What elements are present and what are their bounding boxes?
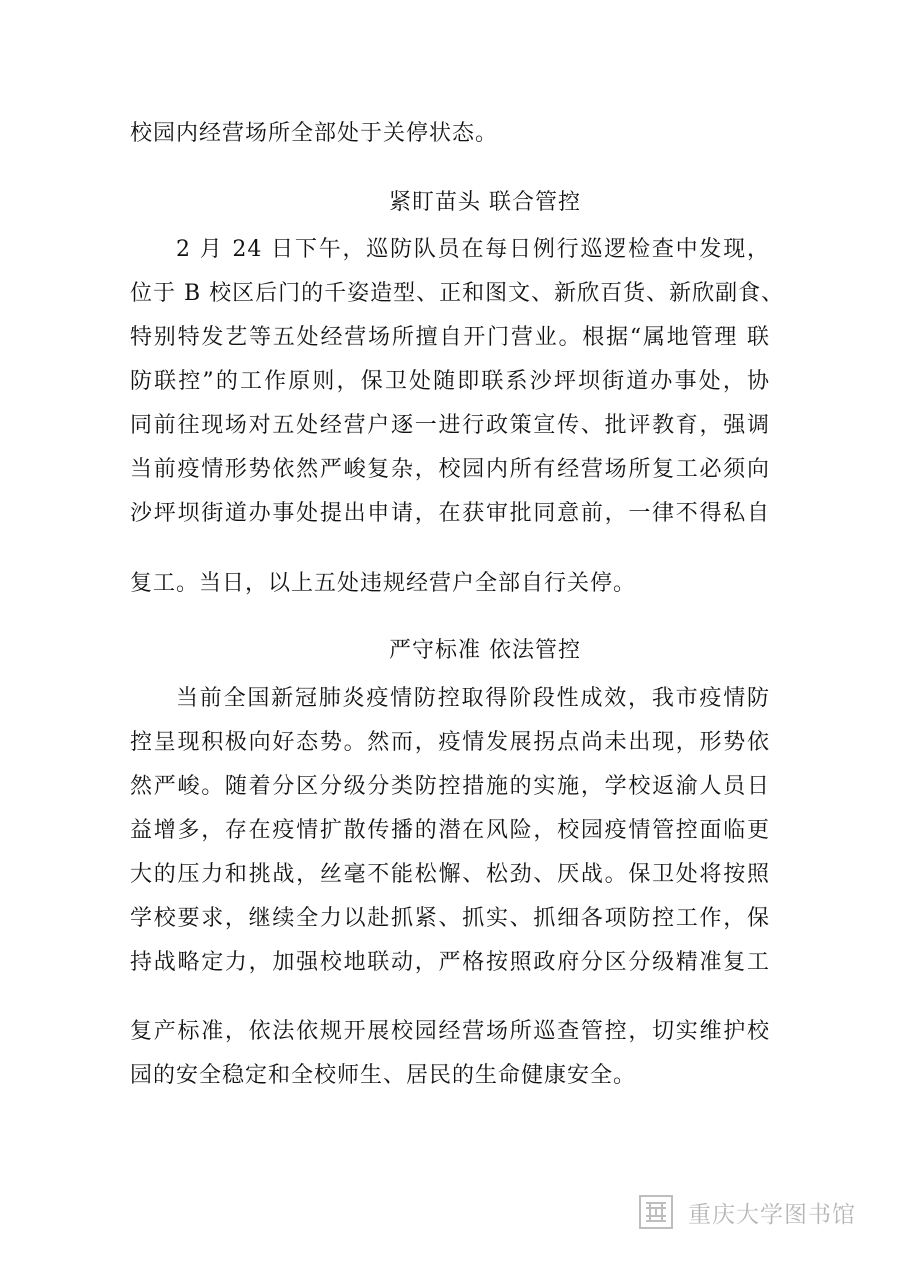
paragraph-line: 同前往现场对五处经营户逐一进行政策宣传、批评教育，强调 (130, 413, 770, 438)
paragraph-line: 位于 B 校区后门的千姿造型、正和图文、新欣百货、新欣副食、 (130, 281, 785, 306)
paragraph-line: 防联控”的工作原则，保卫处随即联系沙坪坝街道办事处，协 (130, 369, 770, 394)
paragraph-line: 复产标准，依法依规开展校园经营场所巡查管控，切实维护校 (130, 1019, 770, 1044)
library-seal-icon (638, 1194, 674, 1230)
paragraph-line: 当前疫情形势依然严峻复杂，校园内所有经营场所复工必须向 (130, 457, 770, 482)
paragraph-line: 学校要求，继续全力以赴抓紧、抓实、抓细各项防控工作，保 (130, 906, 770, 931)
paragraph-line: 持战略定力，加强校地联动，严格按照政府分区分级精准复工 (130, 950, 770, 975)
paragraph-line: 控呈现积极向好态势。然而，疫情发展拐点尚未出现，形势依 (130, 730, 770, 755)
section2-heading: 严守标准 依法管控 (389, 638, 581, 663)
watermark-text: 重庆大学图书馆 (688, 1201, 856, 1228)
paragraph-line: 大的压力和挑战，丝毫不能松懈、松劲、厌战。保卫处将按照 (130, 862, 770, 887)
paragraph-line: 然严峻。随着分区分级分类防控措施的实施，学校返渝人员日 (130, 774, 770, 799)
paragraph-line: 特别特发艺等五处经营场所擅自开门营业。根据“属地管理 联 (130, 325, 770, 350)
paragraph-line: 复工。当日，以上五处违规经营户全部自行关停。 (130, 571, 637, 596)
paragraph-line: 当前全国新冠肺炎疫情防控取得阶段性成效，我市疫情防 (176, 686, 770, 711)
section1-heading: 紧盯苗头 联合管控 (389, 190, 581, 215)
paragraph-line: 2 月 24 日下午，巡防队员在每日例行巡逻检查中发现， (176, 237, 770, 262)
paragraph-line: 沙坪坝街道办事处提出申请，在获审批同意前，一律不得私自 (130, 501, 770, 526)
paragraph-line: 益增多，存在疫情扩散传播的潜在风险，校园疫情管控面临更 (130, 818, 770, 843)
library-watermark (638, 1192, 878, 1232)
intro-line: 校园内经营场所全部处于关停状态。 (130, 121, 499, 146)
paragraph-line: 园的安全稳定和全校师生、居民的生命健康安全。 (130, 1063, 637, 1088)
